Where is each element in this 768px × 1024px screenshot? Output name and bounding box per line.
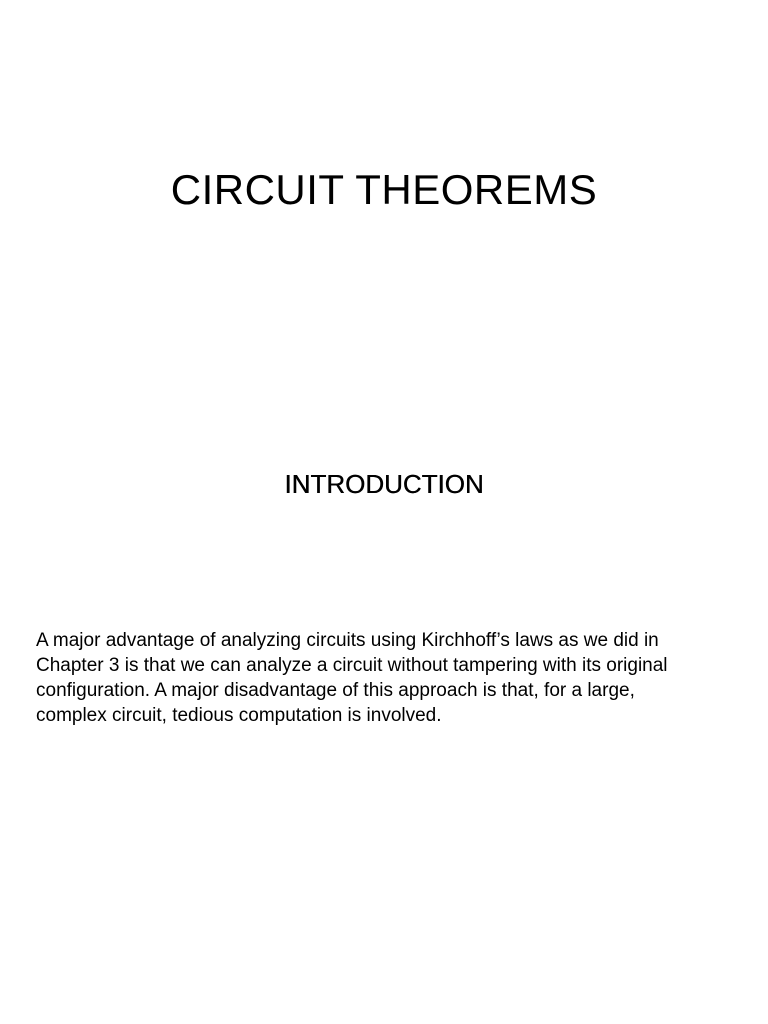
page-title: CIRCUIT THEOREMS — [170, 166, 598, 213]
paragraph-line: Chapter 3 is that we can analyze a circuit without tampering with its original — [36, 655, 668, 676]
body-paragraph — [36, 628, 736, 728]
paragraph-line: complex circuit, tedious computation is involved. — [36, 705, 442, 726]
section-heading: INTRODUCTION — [284, 469, 484, 499]
paragraph-line: configuration. A major disadvantage of this approach is that, for a large, — [36, 680, 635, 701]
paragraph-line: A major advantage of analyzing circuits using Kirchhoff’s laws as we did in — [36, 630, 659, 651]
